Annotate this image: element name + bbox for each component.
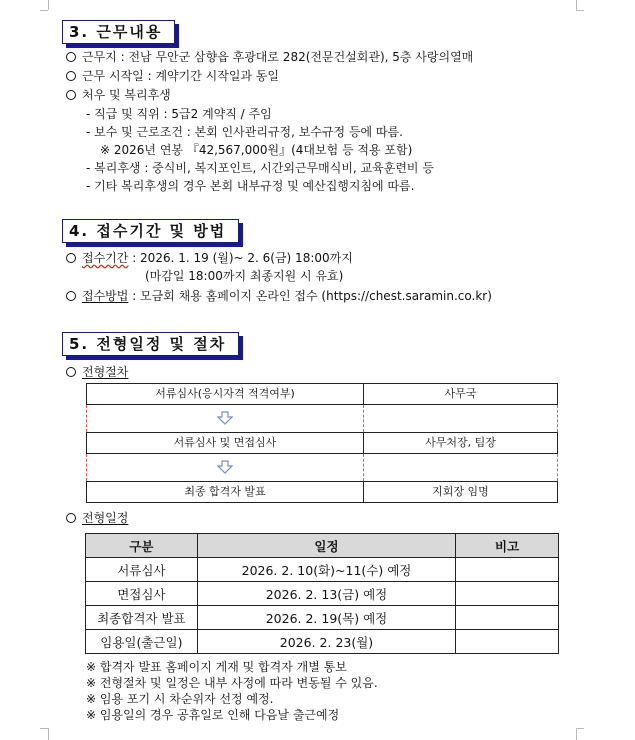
bullet-circle-icon [66,71,76,81]
page-corner-mark [40,10,48,11]
down-arrow-icon [217,411,233,425]
section-4-title: 4. 접수기간 및 방법 [62,219,239,243]
table-cell: 임용일(출근일) [86,630,198,654]
bullet-circle-icon [66,52,76,62]
benefits-heading [66,87,171,103]
flow-step [86,383,558,405]
flow-step-owner: 지회장 임명 [432,485,489,498]
period-note: (마감일 18:00까지 최종지원 시 유효) [145,269,344,283]
schedule-label: 전형일정 [82,511,129,525]
application-method [66,288,492,304]
table-header-row [86,534,559,558]
bullet-circle-icon [66,513,76,523]
table-cell [456,606,559,630]
other-welfare: - 기타 복리후생의 경우 본회 내부규정 및 예산집행지침에 따름. [86,179,415,193]
table-row [86,630,559,654]
table-cell: 2026. 2. 19(목) 예정 [197,606,456,630]
table-row [86,558,559,582]
work-start-text: 근무 시작일 : 계약기간 시작일과 동일 [82,69,279,83]
table-cell: 면접심사 [86,582,198,606]
table-cell: 2026. 2. 10(화)~11(수) 예정 [197,558,456,582]
note-item: ※ 전형절차 및 일정은 내부 사정에 따라 변동될 수 있음. [86,676,378,690]
note-item: ※ 합격자 발표 홈페이지 게재 및 합격자 개별 통보 [86,660,347,674]
flow-step [86,481,558,503]
schedule-table [85,533,559,654]
note-item: ※ 임용 포기 시 차순위자 선정 예정. [86,692,274,706]
table-cell [456,558,559,582]
down-arrow-icon [217,460,233,474]
flow-step-name: 서류심사 및 면접심사 [87,433,364,453]
table-cell: 서류심사 [86,558,198,582]
work-location [66,49,473,65]
section-5-title: 5. 전형일정 및 절차 [62,332,239,356]
bullet-circle-icon [66,367,76,377]
period-value: : 2026. 1. 19 (월)~ 2. 6(금) 18:00까지 [128,251,353,265]
flow-step-owner: 사무국 [444,387,477,400]
salary-conditions: - 보수 및 근로조건 : 본회 인사관리규정, 보수규정 등에 따름. [86,125,403,139]
page-corner-mark [576,0,577,10]
work-start-date [66,68,279,84]
schedule-heading [66,510,128,526]
column-header: 일정 [197,534,456,558]
table-row [86,582,559,606]
table-cell [456,582,559,606]
method-label: 접수방법 [82,289,129,303]
page-corner-mark [40,728,48,729]
flow-step-name: 서류심사(응시자격 적격여부) [87,384,364,404]
flow-connector [86,405,558,432]
page-corner-mark [48,0,49,10]
table-cell [456,630,559,654]
method-value: : 모금회 채용 홈페이지 온라인 접수 (https://chest.saramin.co.kr) [128,289,492,303]
process-label: 전형절차 [82,365,129,379]
flow-step-owner: 사무처장, 팀장 [425,436,496,449]
flow-connector [86,454,558,481]
flow-step [86,432,558,454]
benefits-heading-text: 처우 및 복리후생 [82,88,171,102]
flow-step-name: 최종 합격자 발표 [87,482,364,502]
page-corner-mark [576,728,577,740]
work-location-text: 근무지 : 전남 무안군 삼향읍 후광대로 282(전문건설회관), 5층 사랑의열매 [82,50,474,64]
bullet-circle-icon [66,291,76,301]
rank-position: - 직급 및 직위 : 5급2 계약직 / 주임 [86,107,272,121]
section-3-title: 3. 근무내용 [62,20,175,44]
welfare-items: - 복리후생 : 중식비, 복지포인트, 시간외근무매식비, 교육훈련비 등 [86,161,434,175]
table-cell: 2026. 2. 13(금) 예정 [197,582,456,606]
table-row [86,606,559,630]
page-corner-mark [576,10,584,11]
period-label: 접수기간 [82,251,129,265]
note-item: ※ 임용일의 경우 공휴일로 인해 다음날 출근예정 [86,708,340,722]
annual-salary-note: ※ 2026년 연봉 『42,567,000원』(4대보험 등 적용 포함) [100,143,413,157]
bullet-circle-icon [66,90,76,100]
page-corner-mark [48,728,49,740]
process-heading [66,364,128,380]
application-period [66,250,353,266]
column-header: 구분 [86,534,198,558]
table-cell: 최종합격자 발표 [86,606,198,630]
column-header: 비고 [456,534,559,558]
table-cell: 2026. 2. 23(월) [197,630,456,654]
bullet-circle-icon [66,253,76,263]
page-corner-mark [576,728,584,729]
process-flow [86,383,558,509]
